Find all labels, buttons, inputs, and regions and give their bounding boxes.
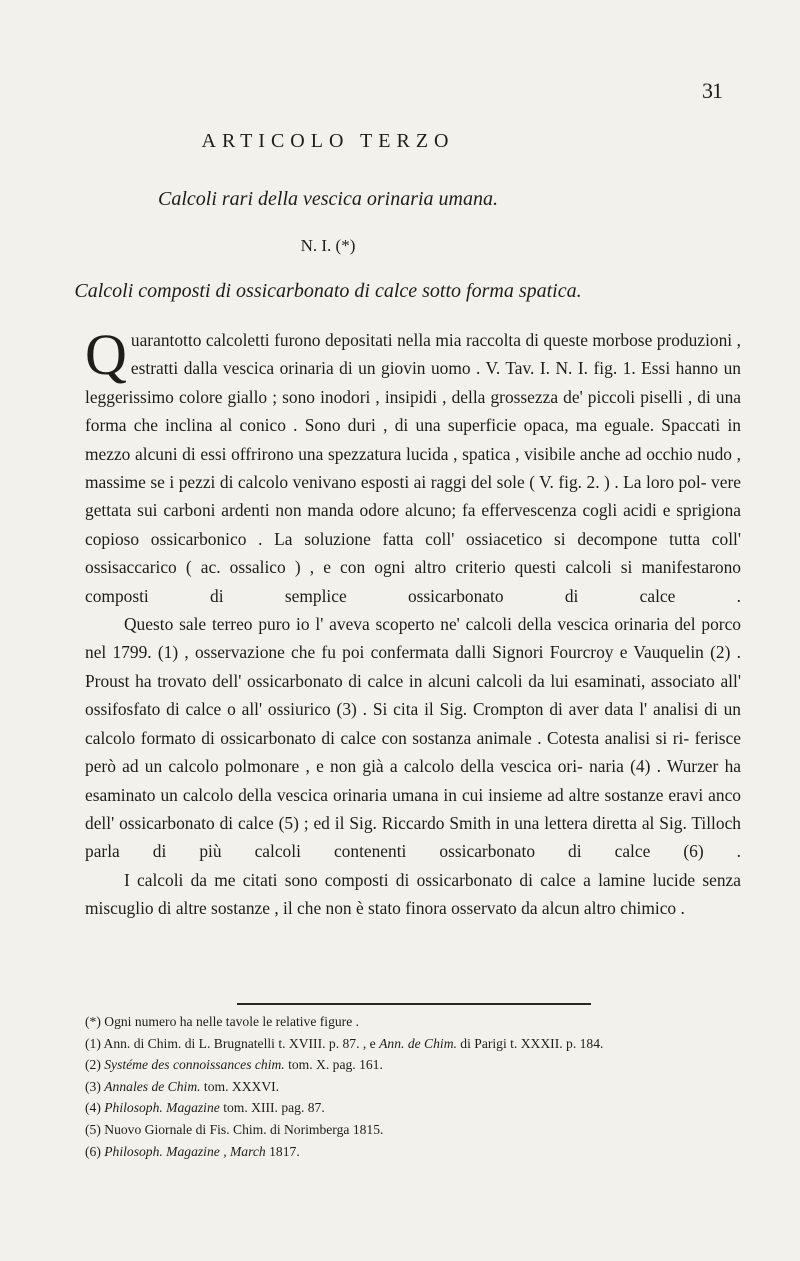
text-line: uarantotto calcoletti furono depositati nella mia raccolta di queste morbose xyxy=(130,330,653,350)
footnote: (3) Annales de Chim. tom. XXXVI. xyxy=(85,1078,280,1094)
footnote: (*) Ogni numero ha nelle tavole le relative figure . xyxy=(85,1014,360,1029)
paragraph-1 xyxy=(85,322,741,610)
text-line: contenenti ossicarbonato di calce (6) . xyxy=(333,841,741,862)
text-line: orinaria del porco nel 1799. (1) , osservazione che fu poi confermata dalli xyxy=(85,614,741,663)
text-line: vere gettata sui carboni ardenti non manda odore alcuno; fa effervescenza cogli xyxy=(85,472,741,521)
text-line: di una superficie opaca, ma eguale. Spaccati in mezzo alcuni di essi offrirono xyxy=(85,415,741,464)
text-line: calce in alcuni calcoli da lui esaminati, associato all' ossifosfato di calce o xyxy=(85,670,741,720)
text-line: una spezzatura lucida , spatica , visibile anche ad occhio nudo , massime se i xyxy=(85,443,741,493)
footnote: (6) Philosoph. Magazine , March 1817. xyxy=(85,1143,300,1159)
text-line: Sig. Riccardo Smith in una lettera diretta al Sig. Tilloch parla di più calcoli xyxy=(85,812,741,862)
text-line: ferisce però ad un calcolo polmonare , e non già a calcolo della vescica ori- xyxy=(85,727,741,777)
footnote: (4) Philosoph. Magazine tom. XIII. pag. 87. xyxy=(85,1100,325,1116)
paragraph-2 xyxy=(85,610,741,866)
article-subtitle: Calcoli rari della vescica orinaria umana. xyxy=(158,188,498,210)
article-heading: ARTICOLO TERZO xyxy=(201,130,455,152)
section-number: N. I. (*) xyxy=(300,236,356,255)
drop-cap: Q xyxy=(85,322,127,387)
text-line: fig. 1. Essi hanno un leggerissimo colore giallo ; sono inodori , insipidi , della xyxy=(85,358,741,407)
footnote: (2) Systéme des connoissances chim. tom. X. pag. 161. xyxy=(85,1057,383,1073)
text-line: decompone tutta coll' ossisaccarico ( ac. ossalico ) , e con ogni altro criterio xyxy=(85,528,741,578)
text-line: Signori Fourcroy e Vauquelin (2) . Proust ha trovato dell' ossicarbonato di xyxy=(85,642,741,691)
text-line: Questo sale terreo puro io l' aveva scoperto ne' calcoli della vescica xyxy=(124,614,609,635)
text-line: pezzi di calcolo venivano esposti ai raggi del sole ( V. fig. 2. ) . La loro pol- xyxy=(178,472,707,493)
text-line: lucide senza miscuglio di altre sostanze , il che non è stato finora osservato xyxy=(85,869,741,919)
text-line: grossezza de' piccoli piselli , di una forma che inclina al conico . Sono duri , xyxy=(85,386,741,436)
text-line: da alcun altro chimico . xyxy=(521,898,685,919)
text-line: formato di ossicarbonato di calce con sostanza animale . Cotesta analisi si ri- xyxy=(140,727,690,748)
footnote: (1) Ann. di Chim. di L. Brugnatelli t. XVIII. p. 87. , e Ann. de Chim. di Parigi t. XXXII. p. 184. xyxy=(85,1035,604,1051)
text-line: cui insieme ad altre sostanze eravi anco dell' ossicarbonato di calce (5) ; ed il xyxy=(85,784,741,833)
text-line: produzioni , estratti dalla vescica orinaria di un giovin uomo . V. Tav. I. N. I. xyxy=(130,330,741,379)
text-line: acidi e sprigiona copioso ossicarbonico . La soluzione fatta coll' ossiacetico si xyxy=(85,500,741,549)
body-text xyxy=(85,322,741,923)
text-line: I calcoli da me citati sono composti di ossicarbonato di calce a lamine xyxy=(124,869,646,890)
footnote-divider xyxy=(237,1003,591,1005)
footnote: (5) Nuovo Giornale di Fis. Chim. di Norimberga 1815. xyxy=(85,1121,384,1137)
text-line: naria (4) . Wurzer ha esaminato un calcolo della vescica orinaria umana in xyxy=(85,756,741,805)
paragraph-3 xyxy=(85,866,741,923)
text-line: all' ossiurico (3) . Si cita il Sig. Crompton di aver data l' analisi di un calcolo xyxy=(85,699,741,748)
page-number: 31 xyxy=(702,78,722,103)
section-subheading: Calcoli composti di ossicarbonato di calce sotto forma spatica. xyxy=(74,280,582,302)
footnotes xyxy=(85,1011,741,1162)
text-line: questi calcoli si manifestarono composti di semplice ossicarbonato di calce . xyxy=(85,557,741,606)
